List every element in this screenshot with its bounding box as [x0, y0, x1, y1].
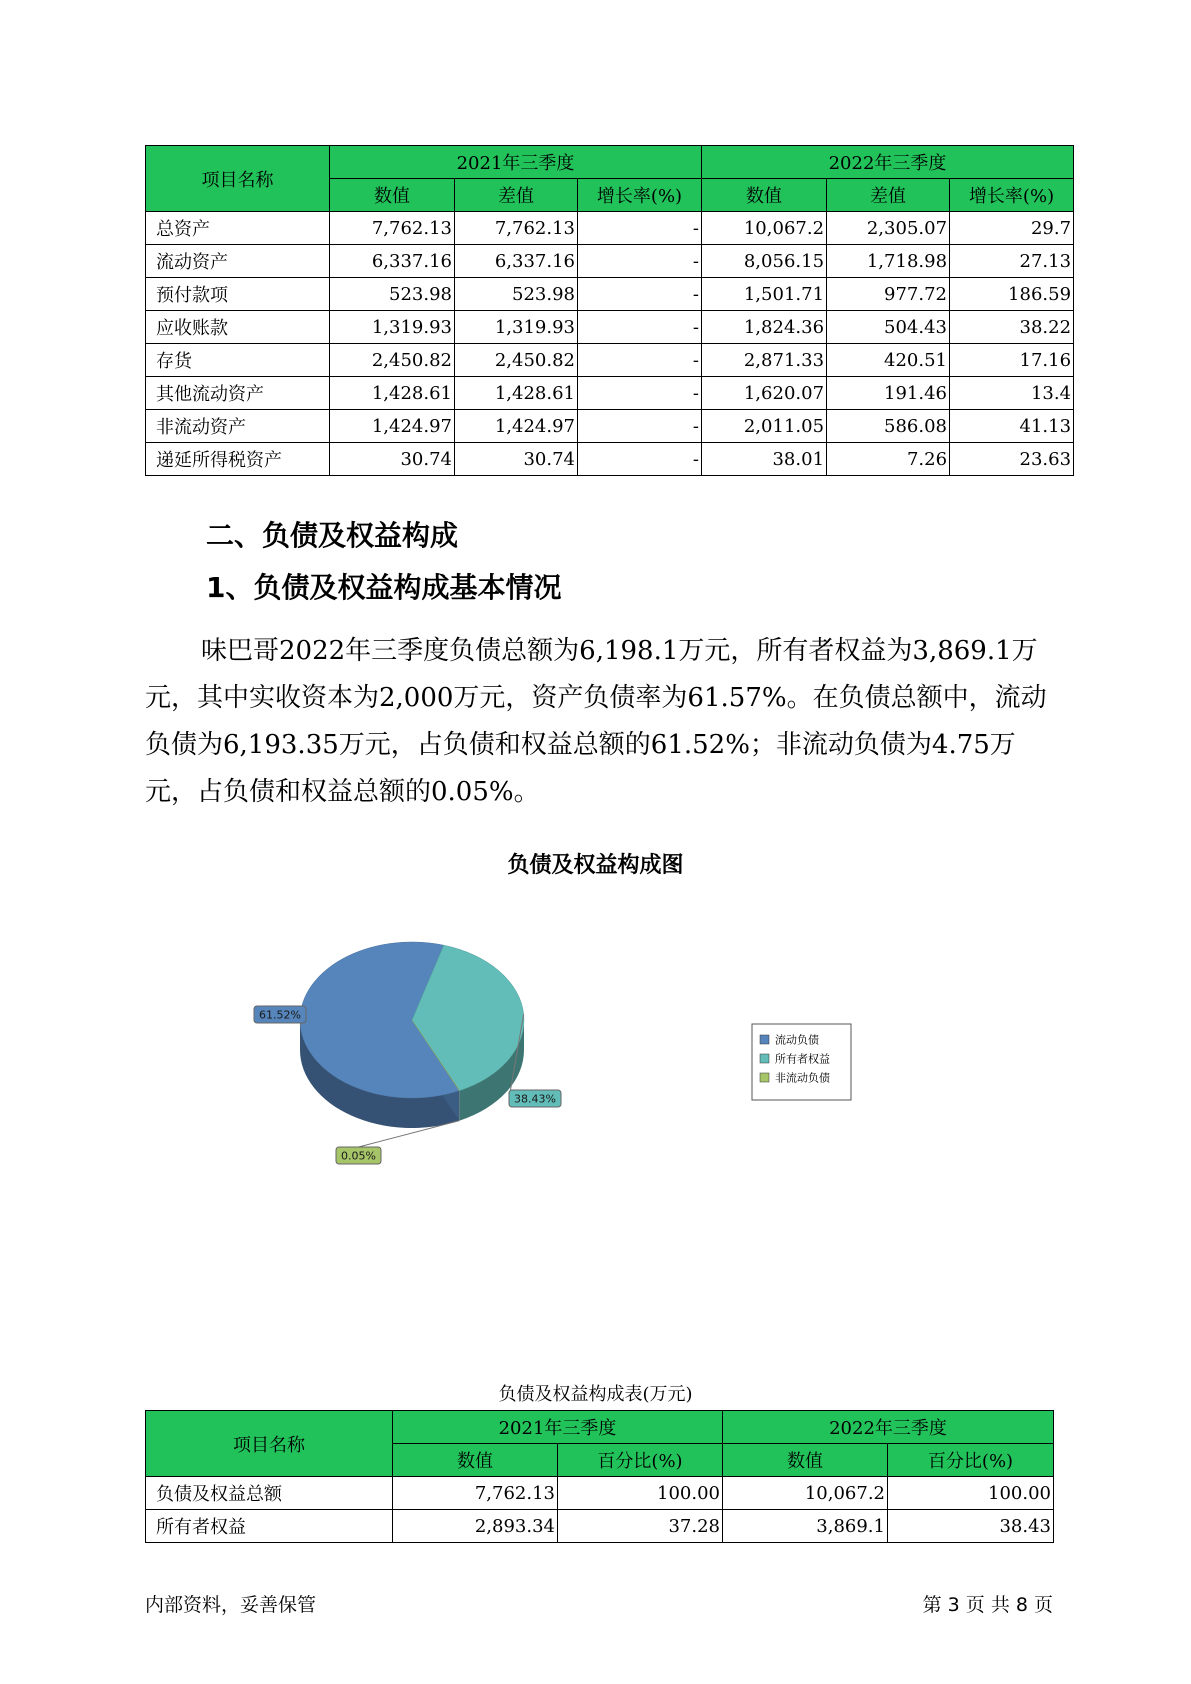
legend-label: 所有者权益 — [775, 1052, 830, 1066]
cell-growth-2022: 38.22 — [950, 311, 1074, 344]
table-row — [146, 278, 1074, 311]
cell-growth-2021: - — [578, 278, 702, 311]
cell-percent-2021: 37.28 — [558, 1510, 723, 1543]
cell-diff-2021: 1,319.93 — [455, 311, 578, 344]
cell-growth-2022: 186.59 — [950, 278, 1074, 311]
header-growth: 增长率(%) — [950, 179, 1074, 212]
cell-diff-2021: 7,762.13 — [455, 212, 578, 245]
cell-value-2022: 10,067.2 — [723, 1477, 888, 1510]
table-caption: 负债及权益构成表(万元) — [498, 1384, 693, 1405]
table-row — [146, 212, 1074, 245]
cell-value-2021: 6,337.16 — [330, 245, 455, 278]
cell-value-2021: 1,428.61 — [330, 377, 455, 410]
footer-confidential-note: 内部资料，妥善保管 — [145, 1594, 317, 1616]
cell-value-2022: 38.01 — [702, 443, 827, 476]
data-label: 61.52% — [259, 1008, 301, 1022]
cell-value-2021: 1,424.97 — [330, 410, 455, 443]
cell-value-2021: 2,893.34 — [393, 1510, 558, 1543]
cell-diff-2021: 1,424.97 — [455, 410, 578, 443]
cell-value-2022: 2,011.05 — [702, 410, 827, 443]
cell-growth-2021: - — [578, 344, 702, 377]
legend-label: 流动负债 — [775, 1033, 819, 1047]
row-name: 负债及权益总额 — [146, 1477, 393, 1510]
header-diff: 差值 — [827, 179, 950, 212]
cell-value-2022: 10,067.2 — [702, 212, 827, 245]
cell-diff-2022: 977.72 — [827, 278, 950, 311]
header-percent: 百分比(%) — [888, 1444, 1054, 1477]
header-percent: 百分比(%) — [558, 1444, 723, 1477]
row-name: 递延所得税资产 — [146, 443, 330, 476]
cell-percent-2021: 100.00 — [558, 1477, 723, 1510]
header-value: 数值 — [723, 1444, 888, 1477]
pie-slices — [300, 942, 524, 1098]
row-name: 应收账款 — [146, 311, 330, 344]
cell-value-2021: 1,319.93 — [330, 311, 455, 344]
header-item-name: 项目名称 — [146, 146, 330, 212]
data-label: 0.05% — [341, 1149, 376, 1163]
cell-growth-2021: - — [578, 410, 702, 443]
cell-diff-2022: 1,718.98 — [827, 245, 950, 278]
legend-swatch-current-liabilities — [760, 1035, 769, 1044]
cell-diff-2021: 2,450.82 — [455, 344, 578, 377]
cell-value-2022: 2,871.33 — [702, 344, 827, 377]
row-name: 存货 — [146, 344, 330, 377]
cell-growth-2021: - — [578, 212, 702, 245]
cell-growth-2022: 41.13 — [950, 410, 1074, 443]
legend-label: 非流动负债 — [775, 1071, 830, 1085]
subsection-heading: 1、负债及权益构成基本情况 — [206, 571, 562, 604]
header-2022-q3: 2022年三季度 — [723, 1411, 1054, 1444]
row-name: 流动资产 — [146, 245, 330, 278]
table-row — [146, 1510, 1054, 1543]
cell-diff-2022: 191.46 — [827, 377, 950, 410]
cell-diff-2022: 2,305.07 — [827, 212, 950, 245]
cell-growth-2022: 29.7 — [950, 212, 1074, 245]
cell-percent-2022: 38.43 — [888, 1510, 1054, 1543]
cell-diff-2021: 523.98 — [455, 278, 578, 311]
table-row — [146, 443, 1074, 476]
cell-value-2021: 7,762.13 — [330, 212, 455, 245]
table-row — [146, 1477, 1054, 1510]
row-name: 总资产 — [146, 212, 330, 245]
legend-swatch-owners-equity — [760, 1054, 769, 1063]
header-value: 数值 — [393, 1444, 558, 1477]
header-2021-q3: 2021年三季度 — [393, 1411, 723, 1444]
header-value: 数值 — [702, 179, 827, 212]
row-name: 非流动资产 — [146, 410, 330, 443]
row-name: 其他流动资产 — [146, 377, 330, 410]
header-diff: 差值 — [455, 179, 578, 212]
cell-diff-2022: 420.51 — [827, 344, 950, 377]
chart-title: 负债及权益构成图 — [507, 853, 684, 878]
cell-growth-2022: 23.63 — [950, 443, 1074, 476]
header-2021-q3: 2021年三季度 — [330, 146, 702, 179]
cell-value-2022: 1,824.36 — [702, 311, 827, 344]
table-row — [146, 344, 1074, 377]
cell-value-2021: 523.98 — [330, 278, 455, 311]
cell-value-2021: 2,450.82 — [330, 344, 455, 377]
summary-paragraph: 味巴哥2022年三季度负债总额为6,198.1万元，所有者权益为3,869.1万元，其中实收资本为2,000万元，资产负债率为61.57%。在负债总额中，流动负债为6,193.35万元，占负债和权益总额的61.52%；非流动负债为4.75万元，占负债和权益总额的0.05%。 — [145, 636, 1047, 807]
liability-equity-table — [145, 1410, 1054, 1543]
cell-value-2022: 1,501.71 — [702, 278, 827, 311]
pie-chart — [240, 925, 880, 1180]
asset-table — [145, 145, 1074, 476]
cell-growth-2022: 27.13 — [950, 245, 1074, 278]
cell-value-2022: 3,869.1 — [723, 1510, 888, 1543]
cell-diff-2022: 7.26 — [827, 443, 950, 476]
cell-growth-2021: - — [578, 443, 702, 476]
table-row — [146, 311, 1074, 344]
cell-growth-2022: 17.16 — [950, 344, 1074, 377]
data-label: 38.43% — [514, 1092, 556, 1106]
table-row — [146, 410, 1074, 443]
cell-growth-2021: - — [578, 311, 702, 344]
cell-diff-2021: 1,428.61 — [455, 377, 578, 410]
section-heading: 二、负债及权益构成 — [206, 519, 459, 552]
header-item-name: 项目名称 — [146, 1411, 393, 1477]
chart-legend — [752, 1024, 851, 1100]
cell-growth-2022: 13.4 — [950, 377, 1074, 410]
cell-diff-2022: 586.08 — [827, 410, 950, 443]
legend-swatch-non-current-liabilities — [760, 1073, 769, 1082]
header-2022-q3: 2022年三季度 — [702, 146, 1074, 179]
row-name: 所有者权益 — [146, 1510, 393, 1543]
cell-value-2022: 8,056.15 — [702, 245, 827, 278]
cell-value-2022: 1,620.07 — [702, 377, 827, 410]
table-row — [146, 245, 1074, 278]
cell-percent-2022: 100.00 — [888, 1477, 1054, 1510]
header-value: 数值 — [330, 179, 455, 212]
header-growth: 增长率(%) — [578, 179, 702, 212]
cell-growth-2021: - — [578, 245, 702, 278]
cell-growth-2021: - — [578, 377, 702, 410]
cell-diff-2021: 6,337.16 — [455, 245, 578, 278]
table-row — [146, 377, 1074, 410]
cell-diff-2021: 30.74 — [455, 443, 578, 476]
row-name: 预付款项 — [146, 278, 330, 311]
cell-value-2021: 30.74 — [330, 443, 455, 476]
cell-value-2021: 7,762.13 — [393, 1477, 558, 1510]
page-number: 第 3 页 共 8 页 — [922, 1594, 1053, 1616]
cell-diff-2022: 504.43 — [827, 311, 950, 344]
